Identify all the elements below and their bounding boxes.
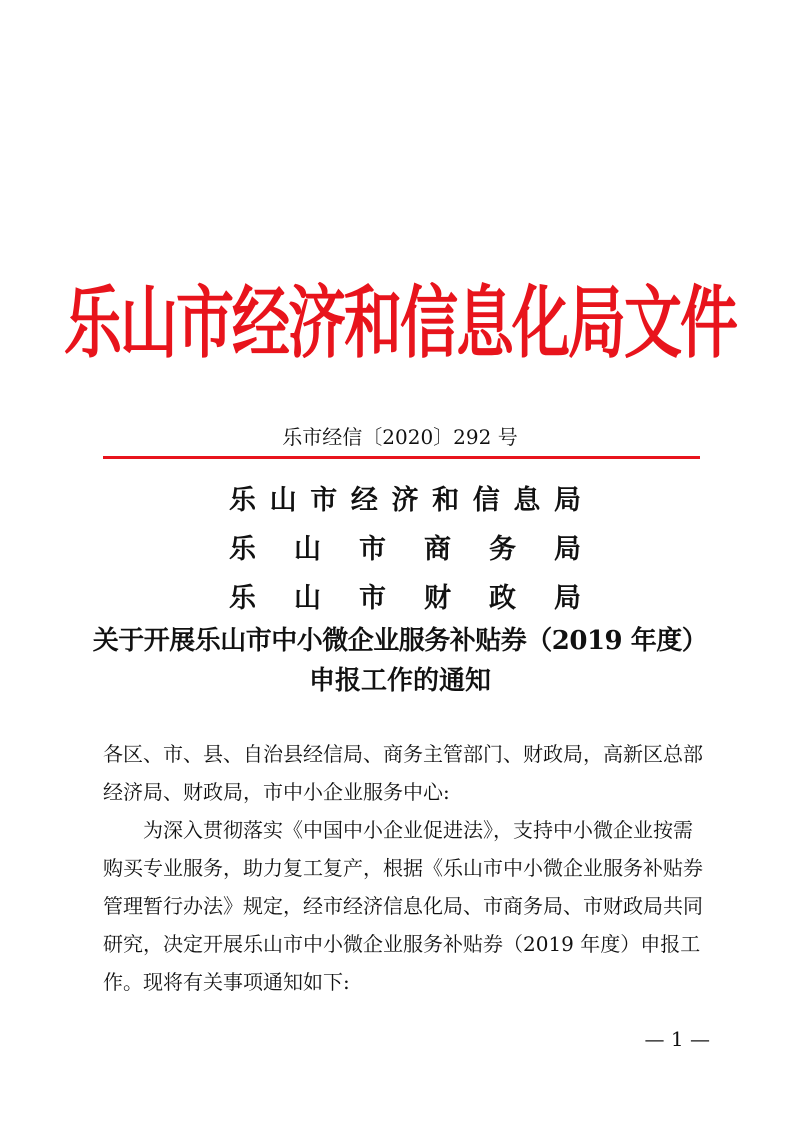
- masthead-title: 乐山市经济和信息化局文件: [63, 276, 736, 369]
- page-number: — 1 —: [644, 1027, 710, 1051]
- document-number: 乐市经信〔2020〕292 号: [282, 425, 518, 449]
- issuer-char: 局: [554, 534, 581, 565]
- notice-title-line-2: 申报工作的通知: [308, 666, 491, 696]
- issuer-char: 和: [432, 485, 460, 516]
- issuer-char: 经: [350, 485, 378, 516]
- issuer-char: 乐: [229, 583, 256, 614]
- issuer-char: 信: [472, 485, 500, 516]
- issuer-char: 息: [513, 485, 541, 516]
- issuer-char: 山: [294, 534, 321, 565]
- issuer-line-1: [229, 484, 581, 518]
- issuer-line-3: [229, 582, 581, 616]
- body-paragraph: 为深入贯彻落实《中国中小企业促进法》，支持中小微企业按需购买专业服务，助力复工复产，根据《乐山市中小微企业服务补贴券管理暂行办法》规定，经市经济信息化局、市商务局、市财政局共同研究，决定开展乐山市中小微企业服务补贴券（2019 年度）申报工作。现将有关事项通知如下:: [103, 818, 703, 994]
- issuer-char: 市: [310, 485, 338, 516]
- issuer-char: 山: [294, 583, 321, 614]
- issuer-char: 济: [391, 485, 419, 516]
- issuer-name: [229, 484, 581, 518]
- notice-title-line-1: 关于开展乐山市中小微企业服务补贴券（2019 年度）: [92, 626, 708, 656]
- issuer-char: 局: [554, 485, 581, 516]
- issuer-char: 财: [424, 583, 451, 614]
- issuer-char: 市: [359, 534, 386, 565]
- issuer-char: 政: [489, 583, 516, 614]
- issuer-name: [229, 582, 581, 616]
- issuer-char: 局: [554, 583, 581, 614]
- issuer-char: 山: [269, 485, 297, 516]
- issuer-line-2: [229, 533, 581, 567]
- issuer-char: 乐: [229, 485, 256, 516]
- red-divider-line: [103, 456, 700, 459]
- addressee-paragraph: 各区、市、县、自治县经信局、商务主管部门、财政局，高新区总部经济局、财政局，市中小企业服务中心:: [103, 742, 703, 804]
- issuer-char: 务: [489, 534, 516, 565]
- issuer-char: 市: [359, 583, 386, 614]
- issuer-name: [229, 533, 581, 567]
- issuer-char: 商: [424, 534, 451, 565]
- issuer-char: 乐: [229, 534, 256, 565]
